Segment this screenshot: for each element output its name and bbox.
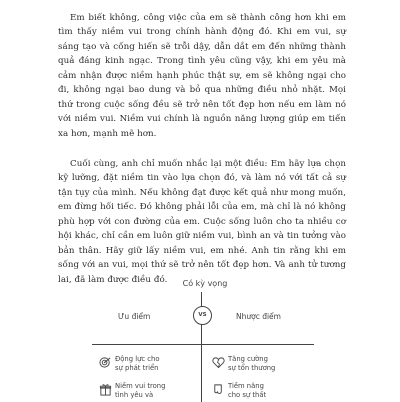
broken-heart-icon: [212, 356, 225, 369]
pros-item: [115, 355, 160, 372]
diagram-title: Có kỳ vọng: [182, 279, 228, 288]
cons-item-line1: Tiềm năng: [228, 382, 264, 390]
pros-header: Ưu điểm: [118, 312, 151, 321]
gift-icon: [99, 383, 112, 396]
target-icon: [99, 356, 112, 369]
cons-item-line2: cho sự thất: [228, 390, 267, 399]
paragraph-1: Em biết không, công việc của em sẽ thành công hơn khi em tìm thấy niềm vui trong chính hành động đó. Khi em vui, sự sáng tạo và cống hiến sẽ trỗi dậy, dẫn dắt em đến những thành quả đáng kinh ngạc. Trong tình yêu cũng vậy, khi em yêu mà cảm nhận được niềm hạnh phúc thật sự, em sẽ không ngại cho đi, không ngại bao dung và bỏ qua những điều nhỏ nhặt. Mọi thứ trong cuộc sống đều sẽ trở nên tốt đẹp hơn nếu em làm nó với niềm vui. Niềm vui chính là nguồn năng lượng giúp em tiến xa hơn, mạnh mẽ hơn.: [58, 12, 346, 139]
paper-icon: [212, 383, 225, 396]
paragraph-2: Cuối cùng, anh chỉ muốn nhắc lại một điều: Em hãy lựa chọn kỹ lưỡng, đặt niềm tin vào lựa chọn đó, và làm nó với tất cả sự tận tụy của mình. Nếu không đạt được kết quả như mong muốn, em đừng hối tiếc. Đó không phải lỗi của em, mà chỉ là nó không phù hợp với con đường của em. Cuộc sống luôn cho ta nhiều cơ hội khác, chỉ cần em luôn giữ niềm vui, bình an và tin tưởng vào bản thân. Hãy giữ lấy niềm vui, em nhé. Anh tin rằng khi em sống với an vui, mọi thứ sẽ trở nên tốt đẹp hơn. Và anh tử tương lai, đã làm được điều đó.: [58, 158, 346, 285]
cons-item-line1: Tăng cường: [228, 355, 268, 363]
cons-item-line2: sự tổn thương: [228, 363, 276, 372]
vs-badge: VS: [193, 306, 212, 325]
cons-header: Nhược điểm: [236, 312, 281, 321]
cons-item: [228, 355, 275, 372]
pros-item-line1: Niềm vui trong: [115, 382, 166, 390]
pros-item-line1: Động lực cho: [115, 355, 160, 363]
pros-item-line2: sự phát triển: [115, 363, 159, 372]
pros-item: [115, 382, 165, 399]
expectation-diagram: [60, 276, 350, 400]
cons-item: [228, 382, 266, 399]
pros-item-line2: tình yêu và: [115, 390, 154, 399]
diagram-horizontal-divider: [92, 344, 314, 345]
